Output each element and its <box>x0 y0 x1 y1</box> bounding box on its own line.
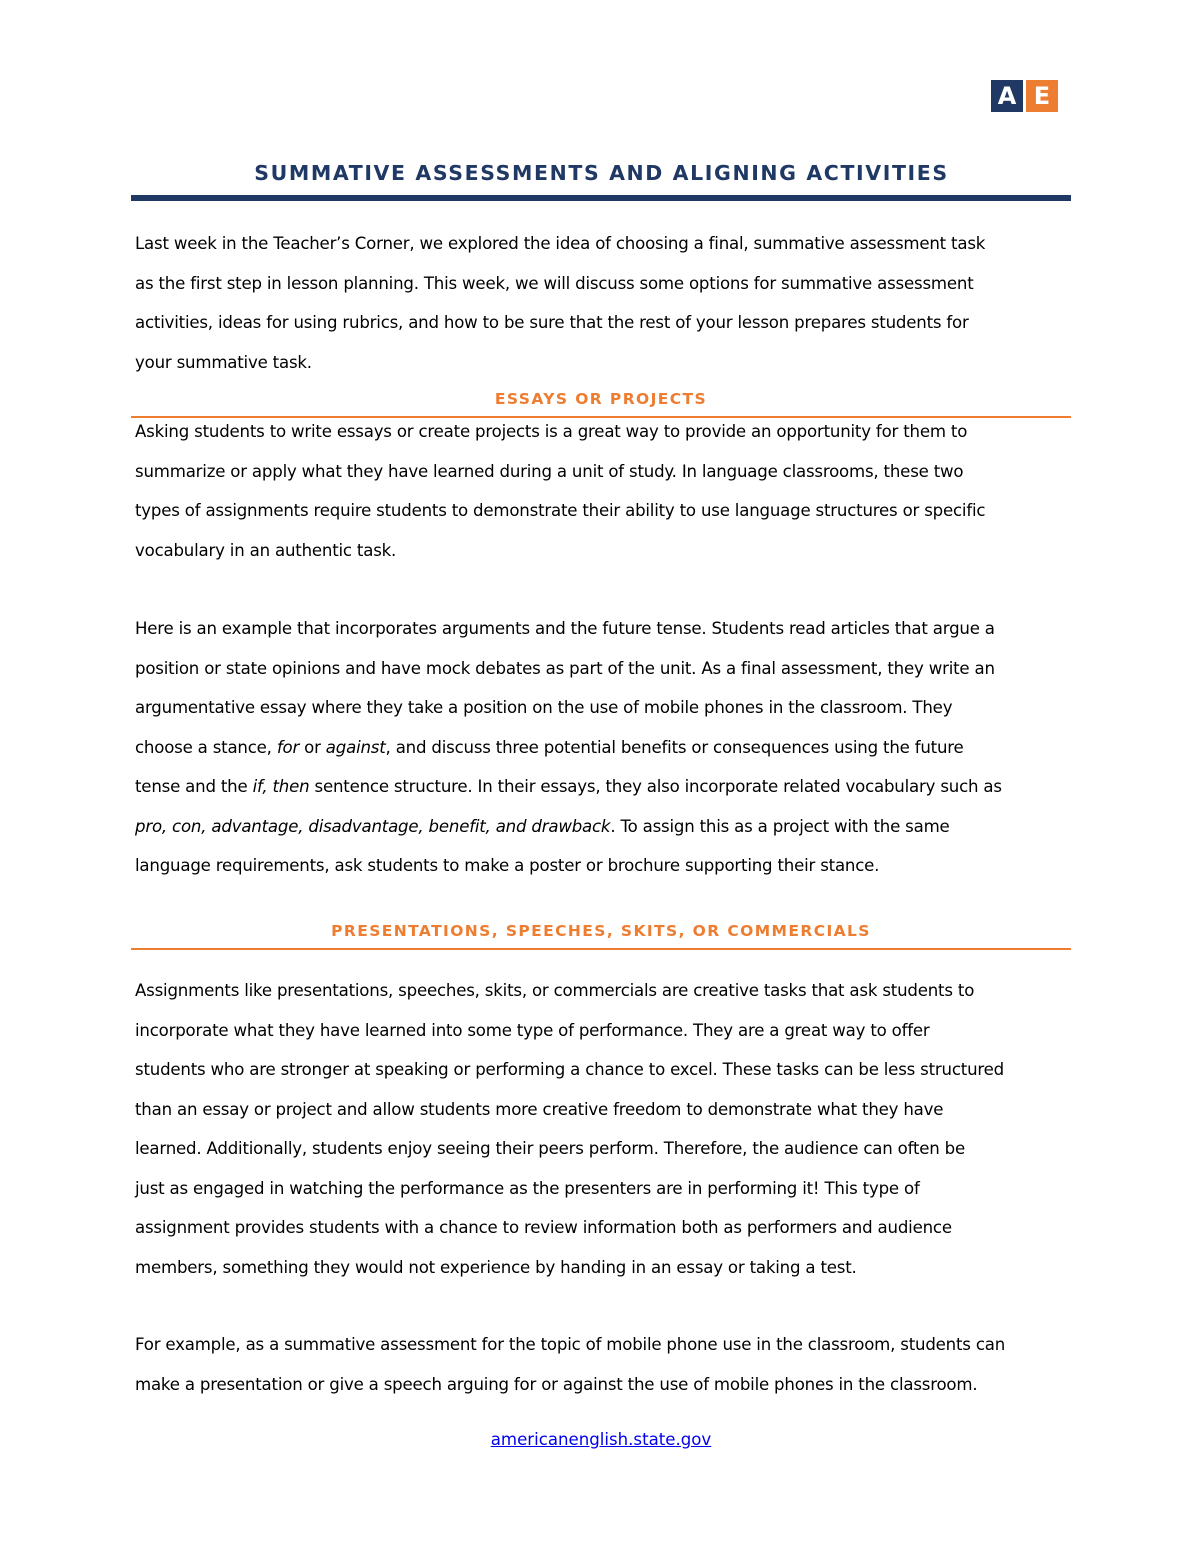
presentations-example-line: For example, as a summative assessment for the topic of mobile phone use in the classroom, students can <box>135 1335 1006 1354</box>
section-heading-presentations: PRESENTATIONS, SPEECHES, SKITS, OR COMMERCIALS <box>331 922 871 940</box>
italic-against: against <box>325 737 386 757</box>
intro-line: activities, ideas for using rubrics, and how to be sure that the rest of your lesson prepares students for <box>135 313 969 332</box>
essays-example-line: Here is an example that incorporates arguments and the future tense. Students read articles that argue a <box>135 619 995 638</box>
essays-example-line: position or state opinions and have mock debates as part of the unit. As a final assessment, they write an <box>135 658 995 678</box>
text-run: , and discuss three potential benefits or consequences using the future <box>385 737 964 757</box>
italic-vocabulary: pro, con, advantage, disadvantage, benefit, and drawback <box>135 816 611 836</box>
text-run: tense and the <box>135 777 253 796</box>
presentations-line: students who are stronger at speaking or performing a chance to excel. These tasks can be less structured <box>135 1060 1004 1079</box>
essays-example-line <box>135 807 1075 847</box>
essays-example-line <box>135 728 1075 768</box>
footer-website-link[interactable]: americanenglish.state.gov <box>490 1430 712 1449</box>
intro-line: your summative task. <box>135 352 312 372</box>
presentations-line: learned. Additionally, students enjoy seeing their peers perform. Therefore, the audience can often be <box>135 1139 966 1158</box>
essays-example-line: argumentative essay where they take a position on the use of mobile phones in the classroom. They <box>135 698 953 717</box>
title-divider <box>131 195 1071 201</box>
italic-for: for <box>276 737 300 757</box>
text-run: sentence structure. In their essays, they also incorporate related vocabulary such as <box>309 777 1002 796</box>
presentations-line: members, something they would not experience by handing in an essay or taking a test. <box>135 1257 857 1277</box>
presentations-paragraph-1 <box>135 971 1075 1287</box>
presentations-example-line: make a presentation or give a speech arguing for or against the use of mobile phones in the classroom. <box>135 1374 978 1394</box>
essays-example-line <box>135 767 1075 807</box>
essays-line: Asking students to write essays or create projects is a great way to provide an opportunity for them to <box>135 422 968 441</box>
text-run: . To assign this as a project with the same <box>610 816 950 836</box>
section-divider-presentations <box>131 948 1071 950</box>
essays-line: vocabulary in an authentic task. <box>135 540 397 560</box>
essays-paragraph-1 <box>135 412 1075 570</box>
presentations-line: assignment provides students with a chance to review information both as performers and audience <box>135 1218 952 1237</box>
presentations-paragraph-2 <box>135 1325 1075 1404</box>
italic-if-then: if, then <box>252 777 310 796</box>
presentations-line: just as engaged in watching the performance as the presenters are in performing it! This type of <box>135 1178 920 1198</box>
essays-paragraph-2 <box>135 609 1075 886</box>
essays-example-line: language requirements, ask students to make a poster or brochure supporting their stance. <box>135 856 880 875</box>
section-heading-essays: ESSAYS OR PROJECTS <box>494 390 708 408</box>
presentations-line: Assignments like presentations, speeches, skits, or commercials are creative tasks that ask students to <box>135 981 975 1000</box>
text-run: or <box>299 737 326 757</box>
document-title: SUMMATIVE ASSESSMENTS AND ALIGNING ACTIVITIES <box>254 161 949 185</box>
text-run: choose a stance, <box>135 737 277 757</box>
presentations-line: incorporate what they have learned into some type of performance. They are a great way to offer <box>135 1020 930 1040</box>
intro-line: as the first step in lesson planning. This week, we will discuss some options for summative assessment <box>135 273 974 293</box>
intro-paragraph <box>135 224 1075 382</box>
presentations-line: than an essay or project and allow students more creative freedom to demonstrate what they have <box>135 1099 944 1119</box>
logo-letter-a: A <box>991 80 1023 112</box>
essays-line: summarize or apply what they have learned during a unit of study. In language classrooms, these two <box>135 461 964 481</box>
intro-line: Last week in the Teacher’s Corner, we explored the idea of choosing a final, summative assessment task <box>135 234 986 253</box>
ae-logo <box>991 80 1058 112</box>
logo-letter-e: E <box>1026 80 1058 112</box>
essays-line: types of assignments require students to demonstrate their ability to use language structures or specific <box>135 501 986 520</box>
